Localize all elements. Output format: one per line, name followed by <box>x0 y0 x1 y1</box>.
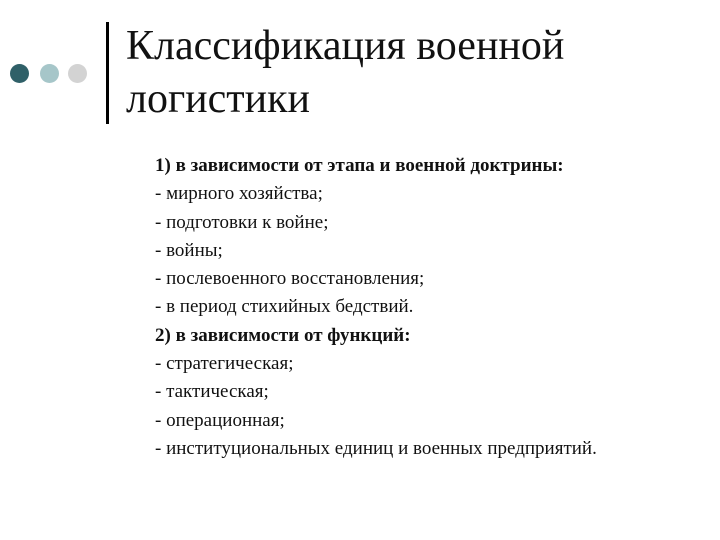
slide-title-line-1: Классификация военной <box>126 23 565 69</box>
list-item-10: - операционная; <box>155 409 285 431</box>
list-item-4: - войны; <box>155 239 223 261</box>
list-item-6: - в период стихийных бедствий. <box>155 296 414 318</box>
circle-light-icon <box>68 64 87 83</box>
list-item-1: 1) в зависимости от этапа и военной доктрины: <box>155 155 564 176</box>
slide-title <box>126 20 686 126</box>
list-item-8: - стратегическая; <box>155 353 294 375</box>
list-item-9: - тактическая; <box>155 381 269 403</box>
list-item-11: - институциональных единиц и военных предприятий. <box>155 437 597 459</box>
list-item-2: - мирного хозяйства; <box>155 183 323 205</box>
decorative-dots <box>10 64 96 84</box>
circle-mid-icon <box>40 64 59 83</box>
circle-dark-icon <box>10 64 29 83</box>
list-item-3: - подготовки к войне; <box>155 211 329 233</box>
title-divider <box>106 22 109 124</box>
classification-list <box>155 152 705 463</box>
list-item-7: 2) в зависимости от функций: <box>155 324 411 346</box>
list-item-5: - послевоенного восстановления; <box>155 268 425 290</box>
slide-title-line-2: логистики <box>126 76 311 122</box>
